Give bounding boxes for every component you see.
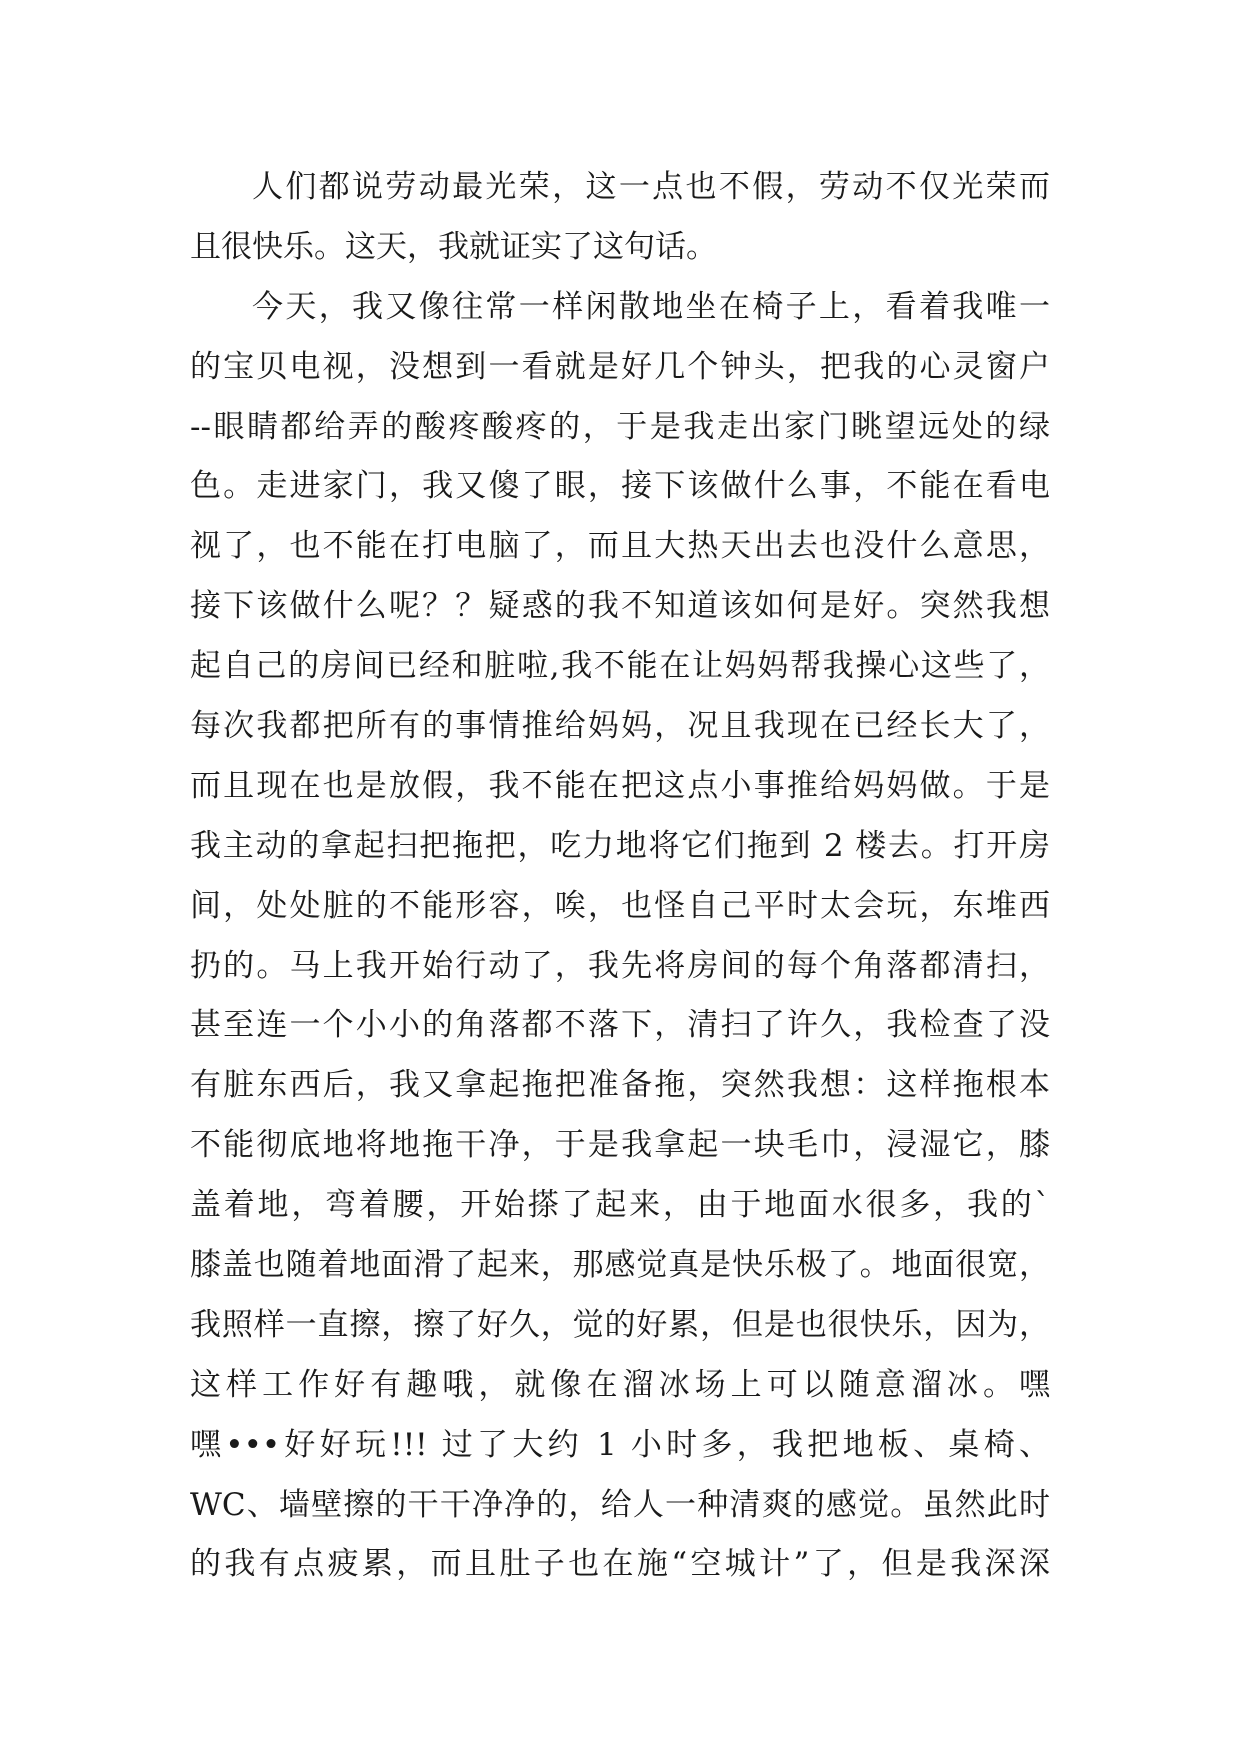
- paragraph: [190, 278, 1050, 1596]
- text-line: 我主动的拿起扫把拖把，吃力地将它们拖到 2 楼去。打开房: [190, 827, 1050, 864]
- text-line: 起自己的房间已经和脏啦,我不能在让妈妈帮我操心这些了，: [190, 648, 1050, 685]
- text-line: 嘿•••好好玩!!! 过了大约 1 小时多，我把地板、桌椅、: [190, 1426, 1050, 1463]
- text-line: 色。走进家门，我又傻了眼，接下该做什么事，不能在看电: [190, 468, 1050, 505]
- text-line: --眼睛都给弄的酸疼酸疼的，于是我走出家门眺望远处的绿: [190, 408, 1050, 445]
- text-line: 不能彻底地将地拖干净，于是我拿起一块毛巾，浸湿它，膝: [190, 1127, 1050, 1164]
- text-line: 而且现在也是放假，我不能在把这点小事推给妈妈做。于是: [190, 767, 1050, 804]
- text-line: 今天，我又像往常一样闲散地坐在椅子上，看着我唯一: [252, 288, 1050, 325]
- text-line: 甚至连一个小小的角落都不落下，清扫了许久，我检查了没: [190, 1007, 1050, 1044]
- text-line: 盖着地，弯着腰，开始搽了起来，由于地面水很多，我的`: [190, 1187, 1050, 1224]
- text-line: 膝盖也随着地面滑了起来，那感觉真是快乐极了。地面很宽，: [190, 1247, 1050, 1284]
- paragraph: [190, 158, 1050, 278]
- text-line: 每次我都把所有的事情推给妈妈，况且我现在已经长大了，: [190, 708, 1050, 745]
- text-line: 我照样一直擦，擦了好久，觉的好累，但是也很快乐，因为，: [190, 1306, 1050, 1343]
- text-line: 的我有点疲累，而且肚子也在施“空城计”了，但是我深深: [190, 1546, 1050, 1583]
- text-line: 接下该做什么呢？？疑惑的我不知道该如何是好。突然我想: [190, 588, 1050, 625]
- text-line: 且很快乐。这天，我就证实了这句话。: [190, 228, 717, 265]
- text-line: WC、墙壁擦的干干净净的，给人一种清爽的感觉。虽然此时: [190, 1486, 1050, 1523]
- text-line: 视了，也不能在打电脑了，而且大热天出去也没什么意思，: [190, 528, 1050, 565]
- text-line: 人们都说劳动最光荣，这一点也不假，劳动不仅光荣而: [252, 169, 1050, 205]
- text-line: 的宝贝电视，没想到一看就是好几个钟头，把我的心灵窗户: [190, 348, 1050, 385]
- text-line: 这样工作好有趣哦，就像在溜冰场上可以随意溜冰。嘿: [190, 1366, 1050, 1403]
- text-line: 扔的。马上我开始行动了，我先将房间的每个角落都清扫，: [190, 947, 1050, 984]
- text-line: 有脏东西后，我又拿起拖把准备拖，突然我想：这样拖根本: [190, 1067, 1050, 1104]
- body-text: [190, 158, 1050, 1595]
- text-line: 间，处处脏的不能形容，唉，也怪自己平时太会玩，东堆西: [190, 887, 1050, 924]
